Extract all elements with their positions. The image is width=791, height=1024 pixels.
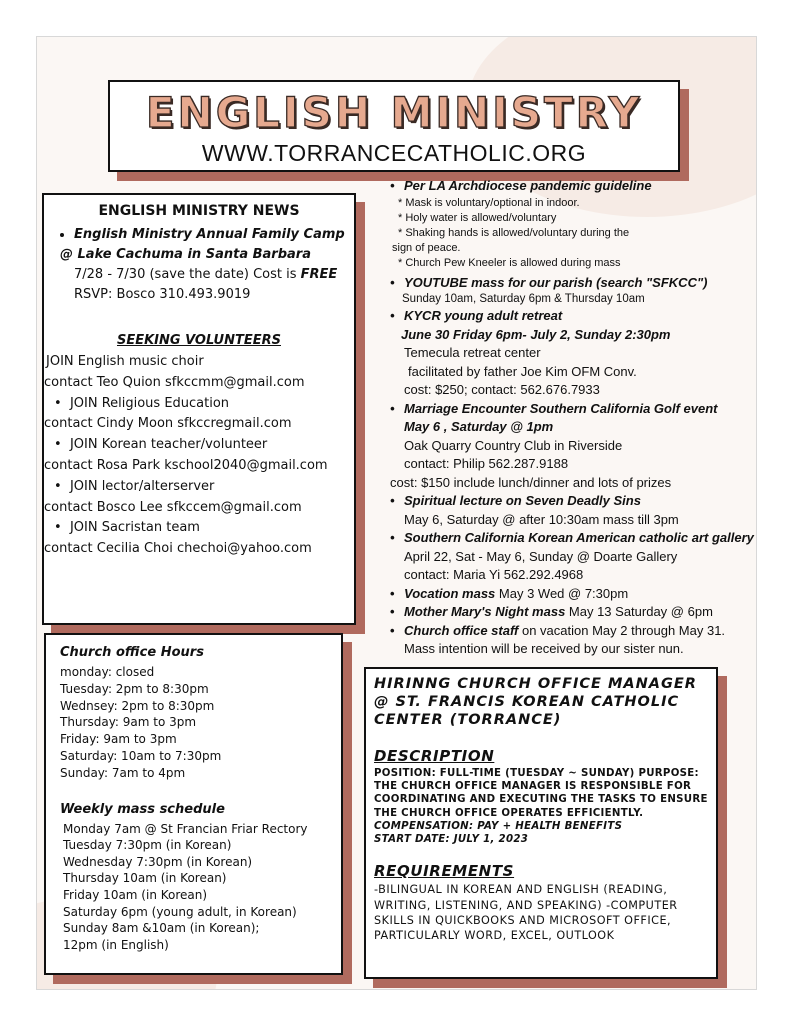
volunteer-join-text: JOIN Korean teacher/volunteer [69, 437, 268, 453]
description-heading: DESCRIPTION [374, 747, 495, 765]
camp-title [74, 225, 354, 245]
camp-cost: FREE [300, 267, 338, 282]
golf-contact: contact: Philip 562.287.9188 [404, 456, 569, 471]
hours-row: Friday: 9am to 3pm [60, 732, 177, 747]
header-box [108, 80, 680, 172]
camp-dates-text: 7/28 - 7/30 (save the date) Cost is [74, 267, 301, 282]
mass-row: Monday 7am @ St Francian Friar Rectory [63, 821, 308, 836]
mass-row: Friday 10am (in Korean) [63, 887, 208, 902]
camp-location: @ Lake Cachuma in Santa Barbara [60, 247, 311, 262]
hiring-box [364, 667, 718, 979]
kycr-place: Temecula retreat center [404, 345, 541, 360]
volunteer-contact: contact Cindy Moon sfkccregmail.com [44, 416, 292, 432]
hours-row: Saturday: 10am to 7:30pm [60, 748, 222, 763]
requirements-heading: REQUIREMENTS [374, 862, 515, 881]
volunteer-contact: contact Cecilia Choi chechoi@yahoo.com [44, 541, 312, 557]
hiring-title: HIRINNG CHURCH OFFICE MANAGER @ ST. FRANCIS KOREAN CATHOLIC CENTER (TORRANCE) [374, 676, 697, 728]
volunteer-join: JOIN English music choir [46, 354, 204, 369]
page-title: ENGLISH MINISTRY [145, 88, 643, 137]
office-hours-box [44, 633, 343, 975]
guideline-item: * Holy water is allowed/voluntary [398, 211, 557, 224]
volunteer-join: • JOIN lector/alterserver [54, 478, 215, 494]
mass-schedule-title: Weekly mass schedule [60, 801, 225, 817]
camp-dates [44, 265, 354, 285]
hours-row: Sunday: 7am to 4pm [60, 765, 186, 780]
kycr-dates: June 30 Friday 6pm- July 2, Sunday 2:30pm [401, 326, 671, 342]
guideline-item: sign of peace. [392, 241, 461, 254]
volunteer-join: • JOIN Religious Education [54, 395, 230, 411]
news-box [42, 193, 356, 625]
volunteer-contact: contact Rosa Park kschool2040@gmail.com [44, 457, 328, 473]
volunteer-join: • JOIN Sacristan team [54, 520, 200, 536]
mass-row: Thursday 10am (in Korean) [63, 871, 227, 886]
guideline-item: * Mask is voluntary/optional in indoor. [398, 196, 580, 209]
hours-row: Tuesday: 2pm to 8:30pm [60, 681, 209, 696]
mass-intention-note: Mass intention will be received by our sister nun. [404, 641, 684, 656]
camp-list [44, 225, 354, 245]
description-body: POSITION: FULL-TIME (TUESDAY ~ SUNDAY) PURPOSE: THE CHURCH OFFICE MANAGER IS RESPONSIBLE FOR COORDINATING AND EXECUTING THE TASKS TO ENSURE THE CHURCH OFFICE OPERATES EFFICIENTLY. [374, 768, 708, 819]
office-staff-vacation [388, 622, 758, 641]
kycr-facilitator: facilitated by father Joe Kim OFM Conv. [408, 363, 637, 379]
vocation-mass [388, 585, 758, 604]
volunteer-join-text: JOIN Sacristan team [69, 520, 200, 536]
news-title: ENGLISH MINISTRY NEWS [98, 203, 300, 219]
office-hours-title: Church office Hours [60, 645, 204, 660]
kycr-cost: cost: $250; contact: 562.676.7933 [404, 382, 600, 397]
guideline-item: * Shaking hands is allowed/voluntary during the [398, 226, 630, 239]
vocation-time: May 3 Wed @ 7:30pm [495, 585, 629, 601]
lecture-time: May 6, Saturday @ after 10:30am mass till 3pm [404, 511, 679, 527]
golf-cost: cost: $150 include lunch/dinner and lots of prizes [390, 474, 672, 490]
volunteer-contact: contact Bosco Lee sfkccem@gmail.com [44, 499, 302, 515]
youtube-times: Sunday 10am, Saturday 6pm & Thursday 10am [402, 293, 645, 305]
lecture-title: • Spiritual lecture on Seven Deadly Sins [388, 492, 758, 511]
announcements-column [388, 177, 758, 659]
hours-row: Wednsey: 2pm to 8:30pm [60, 698, 215, 713]
seeking-volunteers-title: SEEKING VOLUNTEERS [116, 333, 281, 348]
golf-place: Oak Quarry Country Club in Riverside [404, 437, 623, 453]
mass-row: Wednesday 7:30pm (in Korean) [63, 854, 253, 869]
volunteer-join: • JOIN Korean teacher/volunteer [54, 437, 268, 453]
volunteer-join-text: JOIN lector/alterserver [69, 478, 215, 494]
gallery-dates: April 22, Sat - May 6, Sunday @ Doarte Gallery [404, 548, 678, 564]
hours-row: Thursday: 9am to 3pm [60, 715, 197, 730]
hours-row: monday: closed [60, 665, 155, 679]
gallery-contact: contact: Maria Yi 562.292.4968 [404, 567, 584, 582]
start-date: START DATE: JULY 1, 2023 [374, 834, 529, 846]
guideline-title: • Per LA Archdiocese pandemic guideline [388, 177, 758, 196]
vocation-title: Vocation mass [404, 585, 496, 601]
kycr-title: • KYCR young adult retreat [388, 307, 758, 326]
camp-rsvp: RSVP: Bosco 310.493.9019 [74, 287, 251, 302]
staff-title: Church office staff [404, 622, 519, 638]
volunteer-contact: contact Teo Quion sfkccmm@gmail.com [44, 374, 305, 390]
compensation: COMPENSATION: PAY + HEALTH BENEFITS [374, 820, 623, 832]
mothers-time: May 13 Saturday @ 6pm [565, 604, 713, 619]
volunteer-list [44, 352, 354, 560]
mass-row: Tuesday 7:30pm (in Korean) [63, 838, 232, 853]
mothers-night-mass [388, 603, 758, 622]
camp-title-text: English Ministry Annual Family Camp [74, 227, 345, 242]
golf-title: • Marriage Encounter Southern California Golf event [388, 400, 758, 419]
website-url[interactable]: WWW.TORRANCECATHOLIC.ORG [201, 140, 587, 166]
mass-row: 12pm (in English) [63, 937, 169, 952]
guideline-item: * Church Pew Kneeler is allowed during mass [398, 256, 621, 269]
mass-row: Sunday 8am &10am (in Korean); [63, 921, 260, 936]
staff-text: on vacation May 2 through May 31. [518, 622, 726, 638]
gallery-title: • Southern California Korean American catholic art gallery [388, 529, 758, 548]
volunteer-join-text: JOIN Religious Education [69, 395, 230, 411]
youtube-title: • YOUTUBE mass for our parish (search "SFKCC") [388, 274, 758, 293]
mass-row: Saturday 6pm (young adult, in Korean) [63, 904, 297, 919]
mothers-title: Mother Mary's Night mass [404, 604, 566, 619]
golf-date: May 6 , Saturday @ 1pm [404, 419, 554, 434]
requirements-body: -BILINGUAL IN KOREAN AND ENGLISH (READING, WRITING, LISTENING, AND SPEAKING) -COMPUTER SKILLS IN QUICKBOOKS AND MICROSOFT OFFICE, PARTICULARLY WORD, EXCEL, OUTLOOK [374, 883, 678, 943]
